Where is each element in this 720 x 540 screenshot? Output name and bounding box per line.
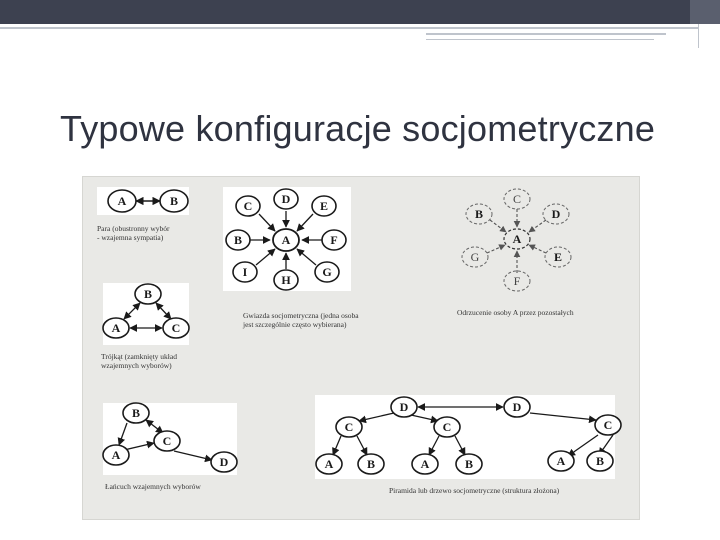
hierarchy-node-a-2	[412, 454, 438, 474]
decor-line-bottom	[426, 39, 654, 40]
chain-caption-line1: Łańcuch wzajemnych wyborów	[105, 482, 201, 491]
svg-text:A: A	[281, 233, 291, 247]
hierarchy-node-c-2	[434, 417, 460, 437]
svg-text:D: D	[512, 400, 522, 414]
svg-text:D: D	[219, 455, 229, 469]
svg-text:G: G	[470, 250, 480, 264]
star-node-c	[236, 196, 260, 216]
rejected-node-e	[545, 247, 571, 267]
svg-text:A: A	[420, 457, 430, 471]
diagram-triangle	[101, 283, 189, 370]
decor-line-mid	[426, 33, 666, 35]
chain-node-a	[103, 445, 129, 465]
svg-text:B: B	[169, 194, 179, 208]
triangle-node-a	[103, 318, 129, 338]
slide-top-bar-accent	[690, 0, 720, 24]
star-node-h	[274, 270, 298, 290]
diagram-star	[223, 187, 359, 329]
hierarchy-node-d-right	[504, 397, 530, 417]
pair-node-b	[160, 190, 188, 212]
star-node-f	[322, 230, 346, 250]
star-node-e	[312, 196, 336, 216]
svg-text:A: A	[512, 232, 522, 246]
svg-text:D: D	[399, 400, 409, 414]
star-node-d	[274, 189, 298, 209]
pair-caption-line2: - wzajemna sympatia)	[97, 233, 164, 242]
svg-text:H: H	[281, 273, 291, 287]
svg-text:B: B	[131, 406, 141, 420]
diagram-pair	[97, 187, 189, 242]
pair-caption-line1: Para (obustronny wybór	[97, 224, 170, 233]
star-node-a	[273, 229, 299, 251]
svg-text:B: B	[143, 287, 153, 301]
star-node-b	[226, 230, 250, 250]
svg-text:A: A	[111, 448, 121, 462]
hierarchy-node-c-3	[595, 415, 621, 435]
svg-text:A: A	[556, 454, 566, 468]
svg-text:A: A	[117, 194, 127, 208]
rejected-caption-line1: Odrzucenie osoby A przez pozostałych	[457, 308, 574, 317]
svg-text:A: A	[111, 321, 121, 335]
chain-node-b	[123, 403, 149, 423]
rejected-node-a	[504, 229, 530, 249]
svg-text:B: B	[474, 207, 484, 221]
diagram-hierarchy	[315, 395, 621, 495]
hierarchy-node-a-1	[316, 454, 342, 474]
hierarchy-node-d-left	[391, 397, 417, 417]
decor-line-right	[698, 24, 699, 48]
star-node-g	[315, 262, 339, 282]
svg-text:D: D	[551, 207, 561, 221]
chain-node-c	[154, 431, 180, 451]
rejected-node-c	[504, 189, 530, 209]
svg-text:G: G	[322, 265, 332, 279]
svg-text:A: A	[324, 457, 334, 471]
svg-text:E: E	[553, 250, 563, 264]
chain-node-d	[211, 452, 237, 472]
svg-text:B: B	[366, 457, 376, 471]
rejected-node-b	[466, 204, 492, 224]
star-caption-line1: Gwiazda socjometryczna (jedna osoba	[243, 311, 359, 320]
svg-text:F: F	[330, 233, 338, 247]
svg-text:B: B	[233, 233, 243, 247]
sociometric-diagrams	[83, 177, 639, 519]
hierarchy-node-b-2	[456, 454, 482, 474]
diagram-rejected	[457, 189, 574, 317]
hierarchy-caption-line1: Piramida lub drzewo socjometryczne (struktura złożona)	[389, 486, 560, 495]
rejected-node-f	[504, 271, 530, 291]
hierarchy-node-c-1	[336, 417, 362, 437]
slide-top-bar	[0, 0, 720, 24]
star-caption-line2: jest szczególnie często wybierana)	[243, 320, 347, 329]
svg-text:I: I	[242, 265, 248, 279]
slide-title: Typowe konfiguracje socjometryczne	[60, 108, 656, 149]
triangle-caption-line1: Trójkąt (zamknięty układ	[101, 352, 177, 361]
svg-text:C: C	[243, 199, 253, 213]
svg-text:C: C	[162, 434, 172, 448]
svg-text:F: F	[513, 274, 521, 288]
hierarchy-node-b-3	[587, 451, 613, 471]
svg-text:C: C	[344, 420, 354, 434]
diagram-panel	[82, 176, 640, 520]
decor-line-top	[0, 27, 698, 29]
svg-text:B: B	[595, 454, 605, 468]
svg-text:D: D	[281, 192, 291, 206]
svg-text:C: C	[603, 418, 613, 432]
svg-text:C: C	[512, 192, 522, 206]
triangle-node-c	[163, 318, 189, 338]
svg-text:C: C	[171, 321, 181, 335]
hierarchy-node-b-1	[358, 454, 384, 474]
hierarchy-node-a-3	[548, 451, 574, 471]
pair-node-a	[108, 190, 136, 212]
diagram-chain	[103, 403, 237, 491]
rejected-node-g	[462, 247, 488, 267]
svg-text:E: E	[319, 199, 329, 213]
star-node-i	[233, 262, 257, 282]
triangle-node-b	[135, 284, 161, 304]
svg-text:C: C	[442, 420, 452, 434]
triangle-caption-line2: wzajemnych wyborów)	[101, 361, 172, 370]
rejected-node-d	[543, 204, 569, 224]
svg-text:B: B	[464, 457, 474, 471]
